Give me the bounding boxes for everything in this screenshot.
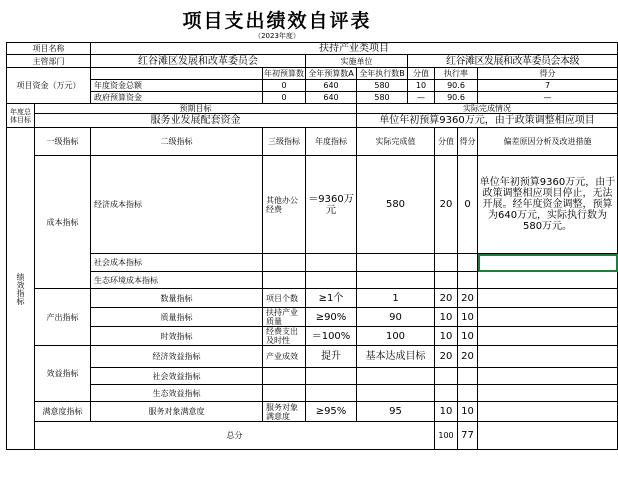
label-impl-unit[interactable]: 实施单位 <box>306 55 408 68</box>
cost-econ-actual[interactable]: 580 <box>357 156 435 254</box>
row-cost-social <box>7 254 618 272</box>
label-gov-fund[interactable]: 政府预算资金 <box>91 92 263 104</box>
output-quantity-got[interactable]: 20 <box>458 289 478 308</box>
cost-social-actual[interactable] <box>357 254 435 272</box>
label-val[interactable]: 分值 <box>435 128 458 156</box>
benefit-social-actual[interactable] <box>357 368 435 385</box>
output-timeliness-lv3[interactable]: 经费支出及时性 <box>263 327 306 346</box>
benefit-eco-reason[interactable] <box>478 385 618 402</box>
output-lv1[interactable]: 产出指标 <box>35 289 91 346</box>
row-output-timeliness <box>7 327 618 346</box>
benefit-econ-actual[interactable]: 基本达成目标 <box>357 346 435 368</box>
benefit-eco-actual[interactable] <box>357 385 435 402</box>
output-quality-lv3[interactable]: 扶持产业质量 <box>263 308 306 327</box>
row-benefit-econ <box>7 346 618 368</box>
benefit-social-lv2[interactable]: 社会效益指标 <box>91 368 263 385</box>
cost-social-lv2[interactable]: 社会成本指标 <box>91 254 263 272</box>
label-full-exec[interactable]: 全年执行数B <box>357 68 408 80</box>
output-quantity-target[interactable]: ≥1个 <box>306 289 357 308</box>
total-got[interactable]: 7 <box>478 80 618 92</box>
label-lv3[interactable]: 三级指标 <box>263 128 306 156</box>
row-benefit-social <box>7 368 618 385</box>
total-exec-rate[interactable]: 90.6 <box>435 80 478 92</box>
gov-exec-rate[interactable]: 90.6 <box>435 92 478 104</box>
cost-eco-got[interactable] <box>458 272 478 289</box>
output-quality-got[interactable]: 10 <box>458 308 478 327</box>
row-dept <box>7 55 618 68</box>
row-output-quality <box>7 308 618 327</box>
satisfaction-lv3[interactable]: 服务对象满意度 <box>263 402 306 422</box>
cost-econ-got[interactable]: 0 <box>458 156 478 254</box>
label-expected[interactable]: 预期目标 <box>35 104 357 114</box>
row-satisfaction <box>7 402 618 422</box>
label-perf[interactable]: 绩效指标 <box>7 128 35 450</box>
row-cost-econ <box>7 156 618 254</box>
benefit-lv1[interactable]: 效益指标 <box>35 346 91 402</box>
satisfaction-lv2[interactable]: 服务对象满意度 <box>91 402 263 422</box>
label-lv2[interactable]: 二级指标 <box>91 128 263 156</box>
label-exec-rate[interactable]: 执行率 <box>435 68 478 80</box>
cost-eco-target[interactable] <box>306 272 357 289</box>
label-dept[interactable]: 主管部门 <box>7 55 91 68</box>
output-timeliness-got[interactable]: 10 <box>458 327 478 346</box>
benefit-social-target[interactable] <box>306 368 357 385</box>
cost-social-target[interactable] <box>306 254 357 272</box>
benefit-econ-got[interactable]: 20 <box>458 346 478 368</box>
value-project-name[interactable]: 扶持产业类项目 <box>91 43 618 55</box>
benefit-social-score[interactable] <box>435 368 458 385</box>
benefit-eco-lv2[interactable]: 生态效益指标 <box>91 385 263 402</box>
row-total <box>7 422 618 450</box>
benefit-econ-reason[interactable] <box>478 346 618 368</box>
label-project-name[interactable]: 项目名称 <box>7 43 91 55</box>
output-quality-reason[interactable] <box>478 308 618 327</box>
cost-social-lv3[interactable] <box>263 254 306 272</box>
label-year-index[interactable]: 年度指标 <box>306 128 357 156</box>
label-funds[interactable]: 项目资金（万元） <box>7 68 91 104</box>
output-timeliness-reason[interactable] <box>478 327 618 346</box>
label-lv1[interactable]: 一级指标 <box>35 128 91 156</box>
benefit-social-reason[interactable] <box>478 368 618 385</box>
benefit-eco-got[interactable] <box>458 385 478 402</box>
goal-expected[interactable]: 服务业发展配套资金 <box>35 114 357 128</box>
row-output-quantity <box>7 289 618 308</box>
output-timeliness-score[interactable]: 10 <box>435 327 458 346</box>
output-timeliness-actual[interactable]: 100 <box>357 327 435 346</box>
page-title: 项目支出绩效自评表 <box>182 10 372 32</box>
label-got[interactable]: 得分 <box>458 128 478 156</box>
row-funds-header <box>7 68 618 80</box>
output-quality-lv2[interactable]: 质量指标 <box>91 308 263 327</box>
row-gov-fund <box>7 92 618 104</box>
evaluation-table <box>6 42 618 450</box>
value-impl-unit[interactable]: 红谷滩区发展和改革委员会本级 <box>408 55 618 68</box>
row-project-name <box>7 43 618 55</box>
benefit-econ-target[interactable]: 提升 <box>306 346 357 368</box>
satisfaction-lv1[interactable]: 满意度指标 <box>35 402 91 422</box>
cost-reason[interactable]: 单位年初预算9360万元，由于政策调整相应项目停止，无法开展。经年度资金调整，预算为640万元，实际执行数为580万元。 <box>478 156 618 254</box>
label-score[interactable]: 分值 <box>408 68 435 80</box>
gov-full-budget[interactable]: 640 <box>306 92 357 104</box>
goal-actual[interactable]: 单位年初预算9360万元，由于政策调整相应项目 <box>357 114 618 128</box>
cost-social-got[interactable] <box>458 254 478 272</box>
benefit-econ-lv3[interactable]: 产业成效 <box>263 346 306 368</box>
cost-eco-lv2[interactable]: 生态环境成本指标 <box>91 272 263 289</box>
total-score[interactable]: 10 <box>408 80 435 92</box>
cost-econ-lv3[interactable]: 其他办公经费 <box>263 156 306 254</box>
row-indicator-header <box>7 128 618 156</box>
benefit-econ-score[interactable]: 20 <box>435 346 458 368</box>
gov-full-exec[interactable]: 580 <box>357 92 408 104</box>
label-total[interactable]: 总分 <box>35 422 435 450</box>
cost-social-score[interactable] <box>435 254 458 272</box>
total-got-value[interactable]: 77 <box>458 422 478 450</box>
gov-year-budget[interactable]: 0 <box>263 92 306 104</box>
label-reason[interactable]: 偏差原因分析及改进措施 <box>478 128 618 156</box>
cost-econ-target[interactable]: ＝9360万元 <box>306 156 357 254</box>
row-benefit-eco <box>7 385 618 402</box>
cost-eco-actual[interactable] <box>357 272 435 289</box>
benefit-econ-lv2[interactable]: 经济效益指标 <box>91 346 263 368</box>
cost-econ-score[interactable]: 20 <box>435 156 458 254</box>
gov-got[interactable]: — <box>478 92 618 104</box>
cost-econ-lv2[interactable]: 经济成本指标 <box>91 156 263 254</box>
label-annual-total[interactable]: 年度资金总额 <box>91 80 263 92</box>
label-full-budget[interactable]: 全年预算数A <box>306 68 357 80</box>
satisfaction-got[interactable]: 10 <box>458 402 478 422</box>
benefit-social-got[interactable] <box>458 368 478 385</box>
satisfaction-reason[interactable] <box>478 402 618 422</box>
output-quality-actual[interactable]: 90 <box>357 308 435 327</box>
output-timeliness-target[interactable]: ＝100% <box>306 327 357 346</box>
benefit-eco-score[interactable] <box>435 385 458 402</box>
satisfaction-actual[interactable]: 95 <box>357 402 435 422</box>
selected-cell[interactable] <box>478 254 618 272</box>
value-dept[interactable]: 红谷滩区发展和改革委员会 <box>91 55 306 68</box>
total-full-budget[interactable]: 640 <box>306 80 357 92</box>
total-score-value[interactable]: 100 <box>435 422 458 450</box>
cost-eco-lv3[interactable] <box>263 272 306 289</box>
row-goal-header <box>7 104 618 114</box>
output-quantity-reason[interactable] <box>478 289 618 308</box>
label-goal[interactable]: 年度总体目标 <box>7 104 35 128</box>
benefit-eco-lv3[interactable] <box>263 385 306 402</box>
cost-eco-score[interactable] <box>435 272 458 289</box>
output-quality-score[interactable]: 10 <box>435 308 458 327</box>
page-subtitle: （2023年度） <box>254 32 300 40</box>
cost-lv1[interactable]: 成本指标 <box>35 156 91 289</box>
satisfaction-score[interactable]: 10 <box>435 402 458 422</box>
total-year-budget[interactable]: 0 <box>263 80 306 92</box>
output-timeliness-lv2[interactable]: 时效指标 <box>91 327 263 346</box>
gov-score[interactable]: — <box>408 92 435 104</box>
funds-header-blank[interactable] <box>91 68 263 80</box>
label-actual-value[interactable]: 实际完成值 <box>357 128 435 156</box>
label-actual[interactable]: 实际完成情况 <box>357 104 618 114</box>
row-cost-eco <box>7 272 618 289</box>
row-goal-values <box>7 114 618 128</box>
satisfaction-target[interactable]: ≥95% <box>306 402 357 422</box>
cost-eco-reason[interactable] <box>478 272 618 289</box>
label-score2[interactable]: 得分 <box>478 68 618 80</box>
output-quantity-lv3[interactable]: 项目个数 <box>263 289 306 308</box>
output-quantity-score[interactable]: 20 <box>435 289 458 308</box>
total-reason[interactable] <box>478 422 618 450</box>
benefit-eco-target[interactable] <box>306 385 357 402</box>
output-quantity-actual[interactable]: 1 <box>357 289 435 308</box>
output-quality-target[interactable]: ≥90% <box>306 308 357 327</box>
row-annual-total <box>7 80 618 92</box>
benefit-social-lv3[interactable] <box>263 368 306 385</box>
output-quantity-lv2[interactable]: 数量指标 <box>91 289 263 308</box>
total-full-exec[interactable]: 580 <box>357 80 408 92</box>
label-year-budget[interactable]: 年初预算数 <box>264 69 304 78</box>
